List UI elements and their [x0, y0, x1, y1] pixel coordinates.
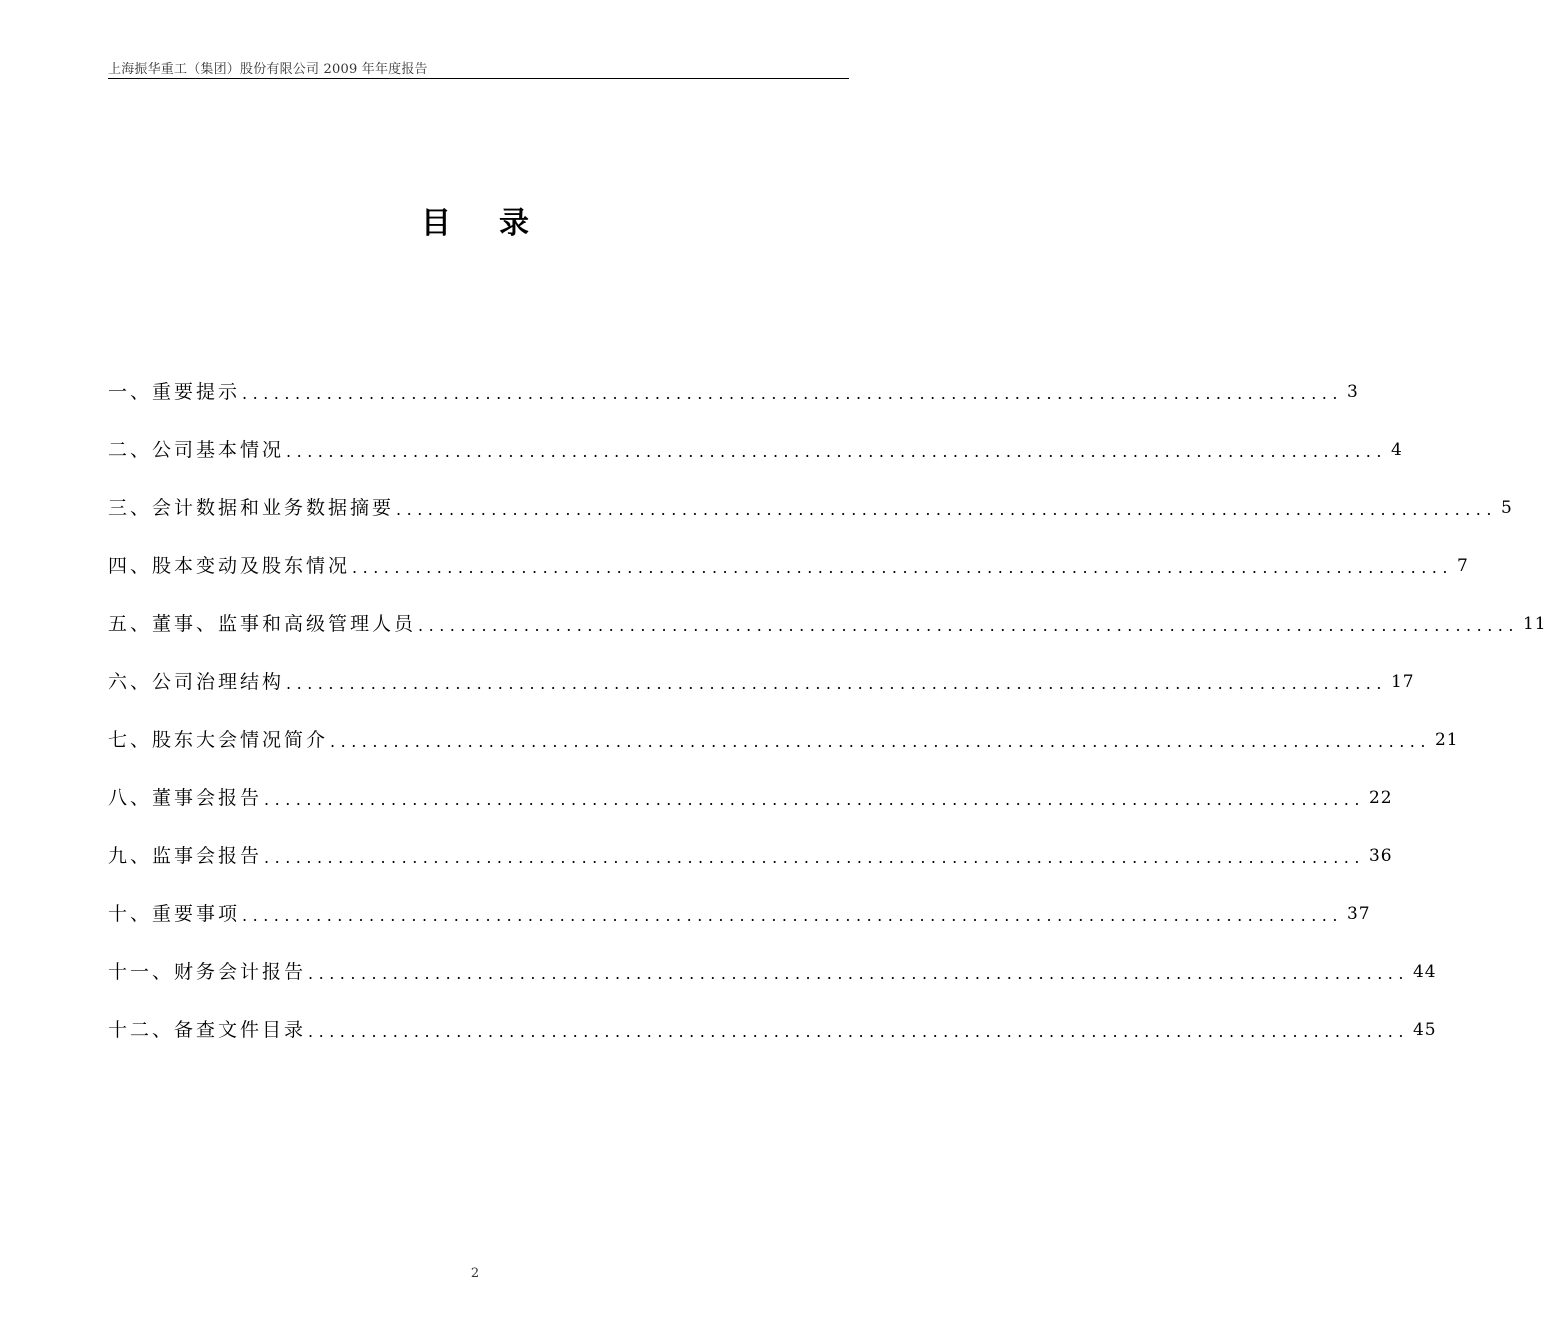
toc-entry[interactable] — [108, 551, 1469, 609]
toc-entry[interactable] — [108, 957, 1437, 1015]
toc-entry-page: 36 — [1365, 841, 1393, 871]
table-of-contents — [108, 377, 1547, 1073]
toc-entry[interactable] — [108, 609, 1547, 667]
toc-dot-leader: ........................................................................................................ — [286, 442, 1387, 461]
toc-dot-leader: ........................................................................................................ — [418, 616, 1519, 635]
toc-entry[interactable] — [108, 377, 1359, 435]
toc-entry-page: 7 — [1453, 551, 1469, 581]
toc-entry-label: 十二、备查文件目录 — [108, 1015, 308, 1045]
toc-entry-label: 十一、财务会计报告 — [108, 957, 308, 987]
toc-dot-leader: ........................................................................................................ — [308, 964, 1409, 983]
toc-dot-leader: ........................................................................................................ — [242, 906, 1343, 925]
toc-dot-leader: ........................................................................................................ — [352, 558, 1453, 577]
page-title: 目录 — [421, 206, 577, 241]
toc-entry-label: 七、股东大会情况简介 — [108, 725, 330, 755]
toc-dot-leader: ........................................................................................................ — [286, 674, 1387, 693]
toc-entry-page: 21 — [1431, 725, 1459, 755]
running-header — [108, 56, 849, 79]
toc-entry-label: 八、董事会报告 — [108, 783, 264, 813]
toc-entry-page: 22 — [1365, 783, 1393, 813]
toc-entry[interactable] — [108, 783, 1393, 841]
toc-entry[interactable] — [108, 841, 1393, 899]
toc-entry-label: 五、董事、监事和高级管理人员 — [108, 609, 418, 639]
toc-entry-label: 一、重要提示 — [108, 377, 242, 407]
toc-dot-leader: ........................................................................................................ — [264, 848, 1365, 867]
toc-entry[interactable] — [108, 1015, 1437, 1073]
toc-entry[interactable] — [108, 899, 1371, 957]
toc-entry[interactable] — [108, 493, 1513, 551]
toc-entry[interactable] — [108, 725, 1459, 783]
page-number: 2 — [470, 1266, 480, 1281]
toc-entry-page: 4 — [1387, 435, 1403, 465]
toc-entry-label: 三、会计数据和业务数据摘要 — [108, 493, 396, 523]
toc-entry-label: 二、公司基本情况 — [108, 435, 286, 465]
toc-entry-label: 四、股本变动及股东情况 — [108, 551, 352, 581]
toc-entry[interactable] — [108, 667, 1415, 725]
toc-entry-label: 十、重要事项 — [108, 899, 242, 929]
toc-entry-page: 3 — [1343, 377, 1359, 407]
toc-entry-label: 六、公司治理结构 — [108, 667, 286, 697]
toc-dot-leader: ........................................................................................................ — [264, 790, 1365, 809]
toc-dot-leader: ........................................................................................................ — [242, 384, 1343, 403]
header-text: 上海振华重工（集团）股份有限公司 2009 年年度报告 — [108, 62, 428, 77]
toc-entry-page: 5 — [1497, 493, 1513, 523]
toc-entry-label: 九、监事会报告 — [108, 841, 264, 871]
toc-entry-page: 17 — [1387, 667, 1415, 697]
toc-dot-leader: ........................................................................................................ — [308, 1022, 1409, 1041]
toc-entry-page: 37 — [1343, 899, 1371, 929]
toc-dot-leader: ........................................................................................................ — [396, 500, 1497, 519]
toc-entry-page: 44 — [1409, 957, 1437, 987]
toc-entry[interactable] — [108, 435, 1403, 493]
toc-dot-leader: ........................................................................................................ — [330, 732, 1431, 751]
toc-entry-page: 45 — [1409, 1015, 1437, 1045]
toc-entry-page: 11 — [1519, 609, 1547, 639]
